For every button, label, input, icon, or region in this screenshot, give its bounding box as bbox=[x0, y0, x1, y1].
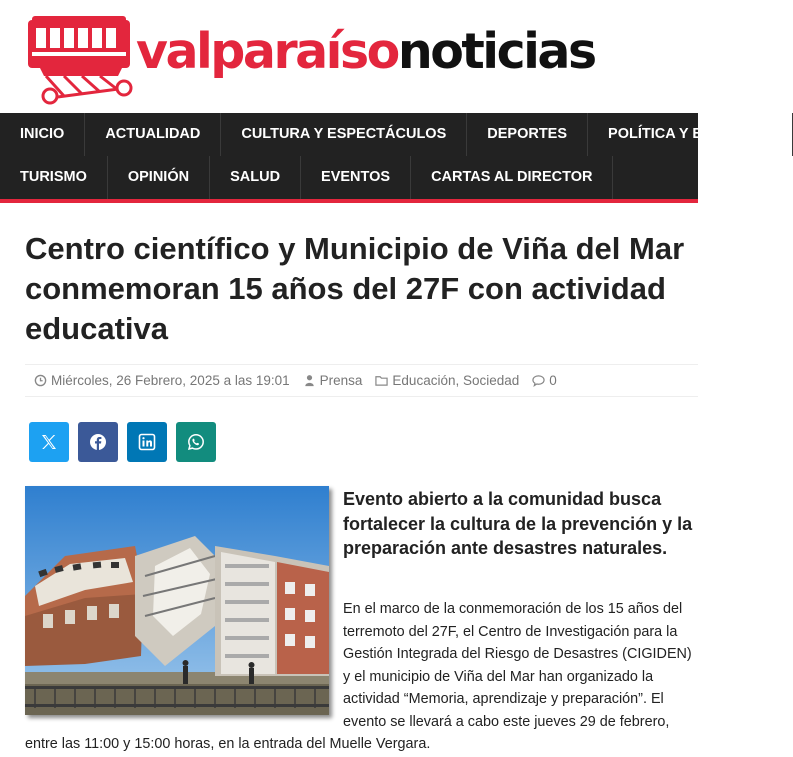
article-title: Centro científico y Municipio de Viña del Mar conmemoran 15 años del 27F con actividad educativa bbox=[25, 231, 685, 346]
whatsapp-share-button[interactable] bbox=[176, 422, 216, 462]
nav-item-inicio[interactable]: INICIO bbox=[0, 113, 85, 156]
meta-date-text: Miércoles, 26 Febrero, 2025 a las 19:01 bbox=[51, 373, 290, 388]
nav-item-cultura[interactable]: CULTURA Y ESPECTÁCULOS bbox=[221, 113, 467, 156]
linkedin-icon bbox=[138, 433, 156, 451]
meta-comments[interactable] bbox=[532, 373, 557, 388]
facebook-icon bbox=[89, 433, 107, 451]
article-body-paragraph: En el marco de la conmemoración de los 15 años del terremoto del 27F, el Centro de Investigación para la Gestión Integrada del Riesgo de Desastres (CIGIDEN) y el municipio de Viña del Mar han organizado la actividad “Memoria, aprendizaje y preparación”. El evento se llevará a cabo este jueves 29 de febrero, bbox=[343, 601, 692, 730]
article-photo[interactable] bbox=[25, 486, 329, 715]
nav-item-salud[interactable]: SALUD bbox=[210, 156, 301, 199]
nav-item-opinion[interactable]: OPINIÓN bbox=[108, 156, 210, 199]
meta-author bbox=[303, 373, 363, 388]
nav-item-deportes[interactable]: DEPORTES bbox=[467, 113, 588, 156]
article-meta bbox=[25, 364, 698, 397]
nav-accent-bar bbox=[0, 199, 698, 203]
site-header bbox=[0, 0, 698, 113]
meta-category-separator: , bbox=[455, 373, 463, 388]
nav-row-2 bbox=[0, 156, 613, 199]
collapsed-building-photo bbox=[25, 486, 329, 715]
nav-item-eventos[interactable]: EVENTOS bbox=[301, 156, 411, 199]
wordmark-part1: valparaíso bbox=[136, 23, 398, 80]
nav-row-1 bbox=[0, 113, 793, 156]
share-buttons bbox=[29, 422, 216, 462]
meta-comments-count: 0 bbox=[549, 373, 557, 388]
meta-author-link[interactable]: Prensa bbox=[319, 373, 363, 388]
facebook-share-button[interactable] bbox=[78, 422, 118, 462]
linkedin-share-button[interactable] bbox=[127, 422, 167, 462]
meta-category-educacion[interactable]: Educación bbox=[392, 373, 456, 388]
meta-date bbox=[34, 373, 290, 388]
wordmark-part2: noticias bbox=[397, 23, 595, 80]
whatsapp-icon bbox=[187, 433, 205, 451]
article-body-continuation: entre las 11:00 y 15:00 horas, en la entrada del Muelle Vergara. bbox=[25, 736, 431, 752]
site-wordmark[interactable] bbox=[136, 22, 595, 82]
meta-categories bbox=[375, 373, 519, 388]
folder-icon bbox=[375, 374, 388, 387]
nav-item-cartas[interactable]: CARTAS AL DIRECTOR bbox=[411, 156, 613, 199]
meta-category-sociedad[interactable]: Sociedad bbox=[462, 373, 520, 388]
x-share-button[interactable] bbox=[29, 422, 69, 462]
funicular-icon bbox=[26, 14, 134, 106]
article-lead: Evento abierto a la comunidad busca fortalecer la cultura de la prevención y la preparación ante desastres naturales. bbox=[343, 489, 693, 558]
nav-item-turismo[interactable]: TURISMO bbox=[0, 156, 108, 199]
user-icon bbox=[303, 374, 316, 387]
comment-icon bbox=[532, 374, 545, 387]
x-icon bbox=[40, 433, 58, 451]
nav-item-politica[interactable]: POLÍTICA Y ECONOMÍA bbox=[588, 113, 793, 156]
nav-item-actualidad[interactable]: ACTUALIDAD bbox=[85, 113, 221, 156]
main-navigation bbox=[0, 113, 773, 199]
clock-icon bbox=[34, 374, 47, 387]
